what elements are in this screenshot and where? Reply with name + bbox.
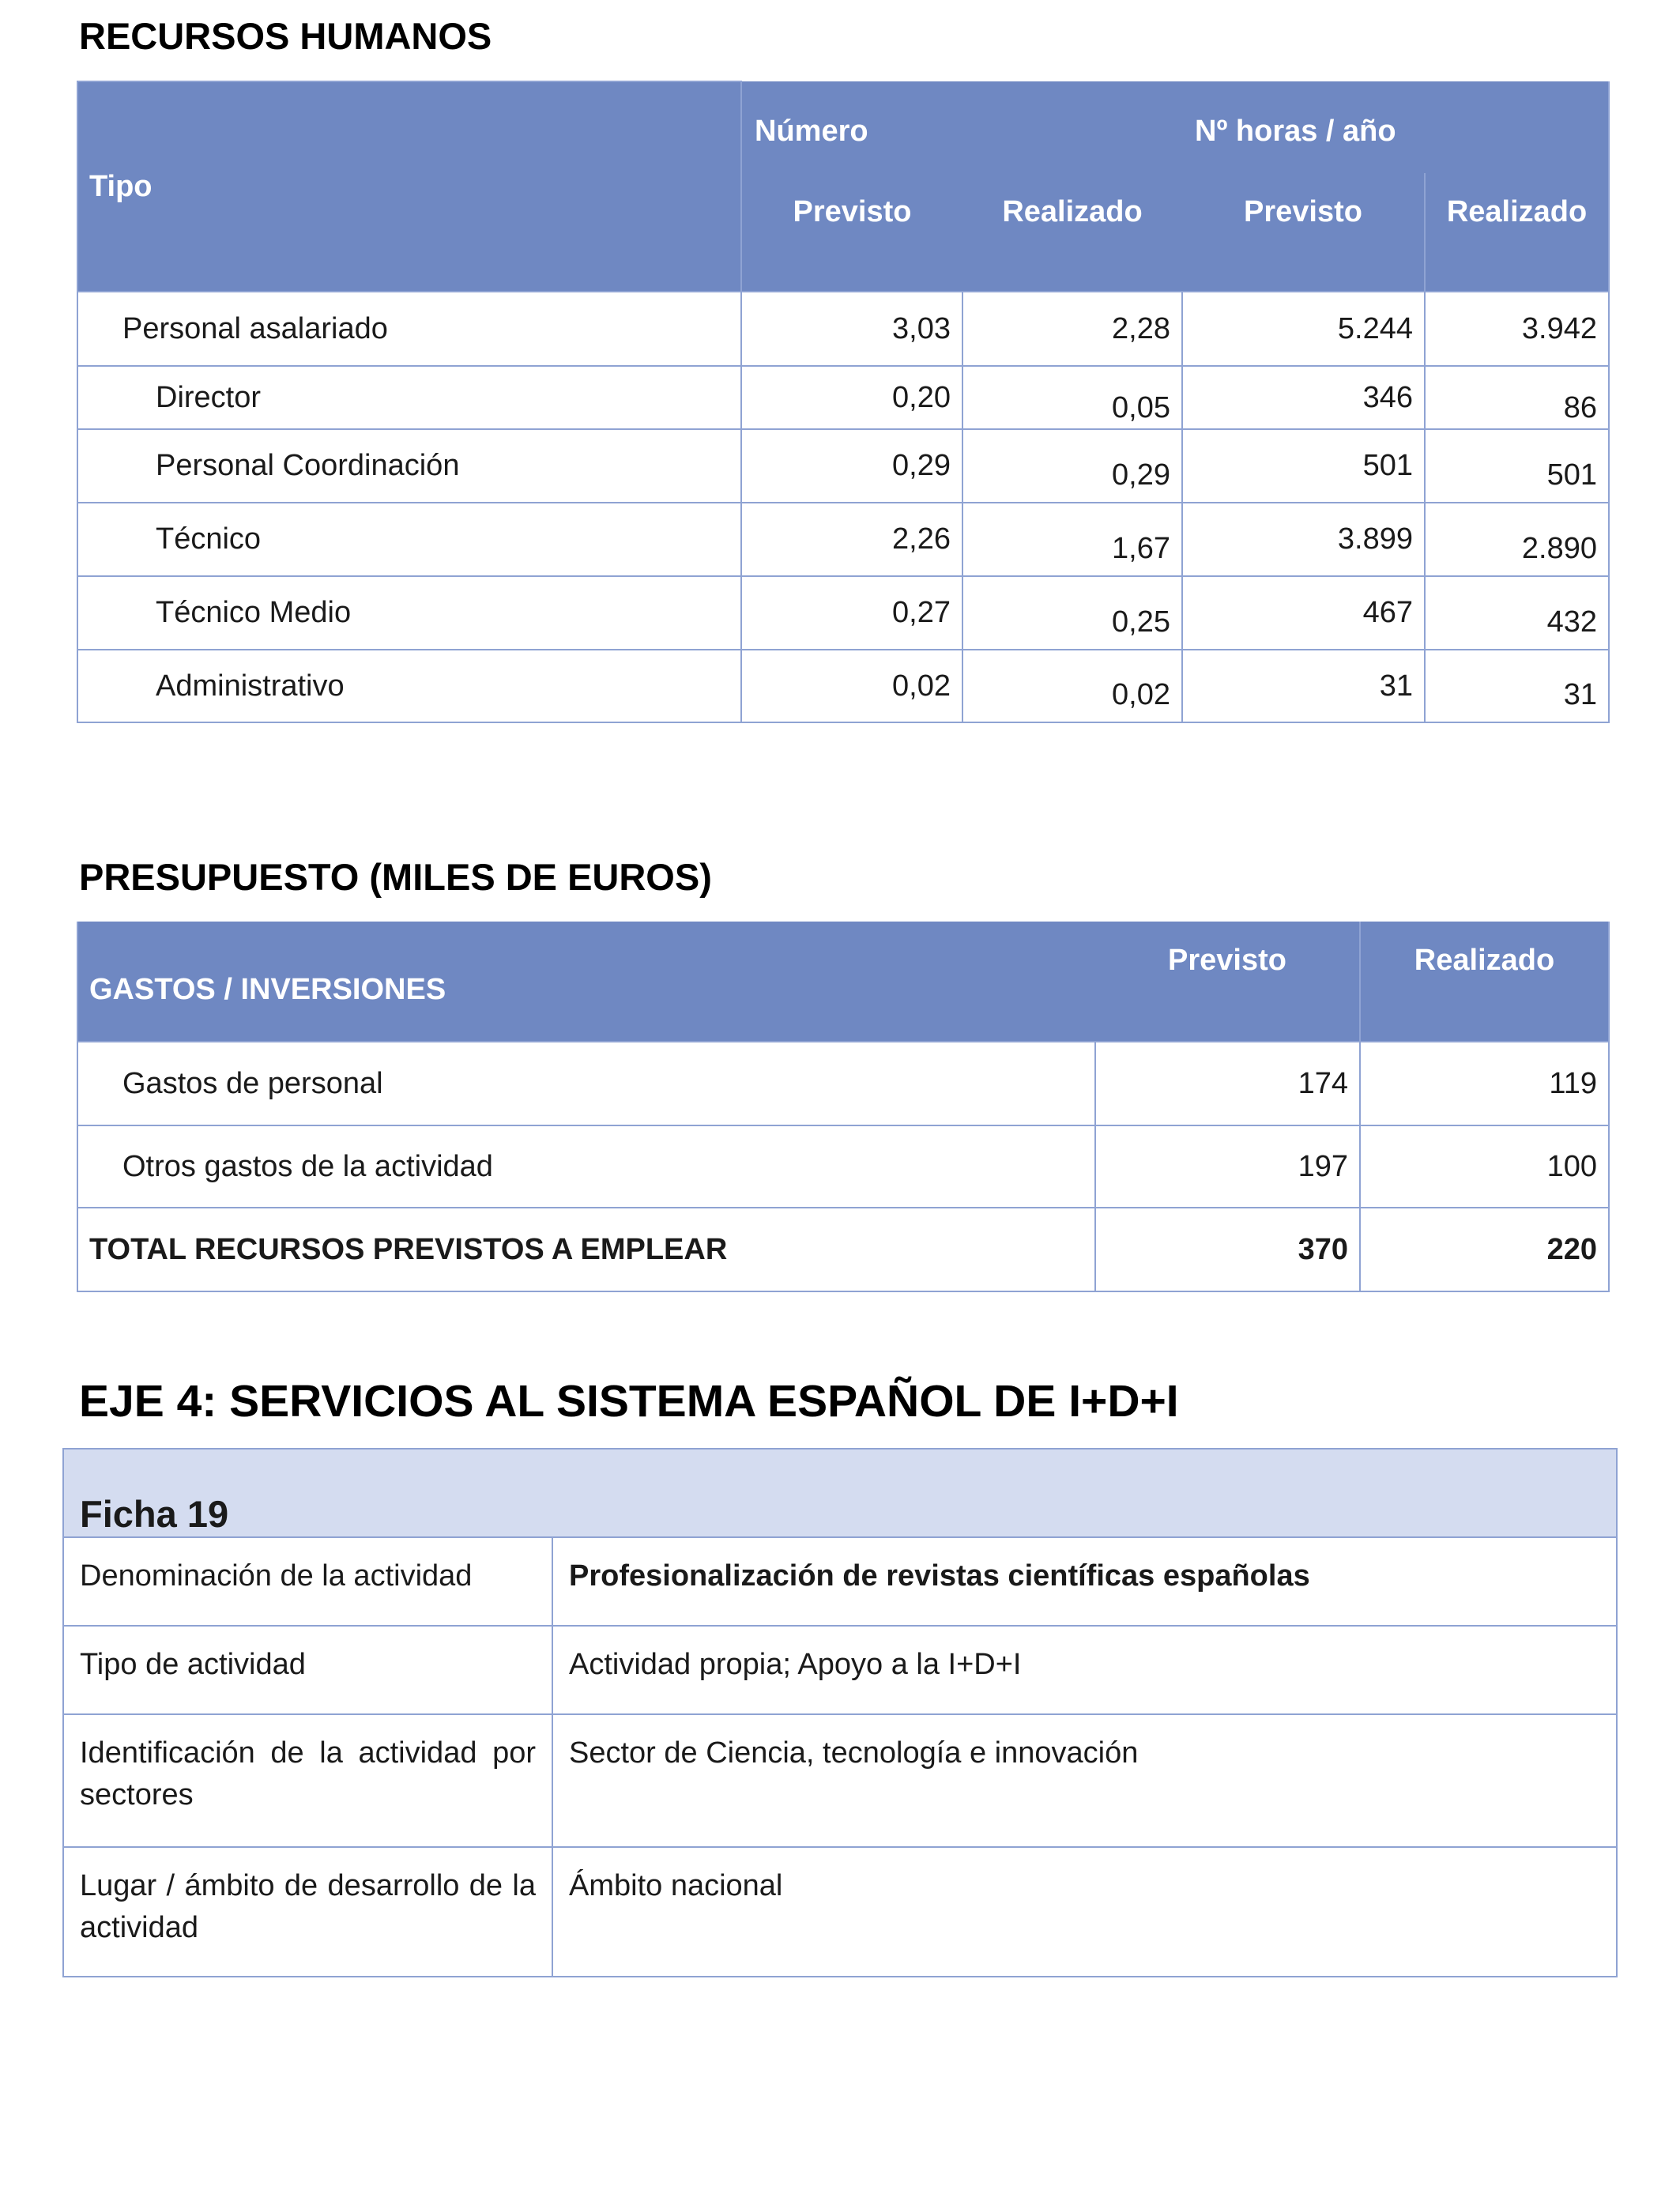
horas-previsto: 5.244: [1182, 292, 1425, 366]
table-row: [77, 292, 1609, 366]
num-previsto: 2,26: [741, 503, 962, 576]
previsto-value: 197: [1095, 1125, 1360, 1208]
num-previsto: 0,29: [741, 429, 962, 503]
table-row: [77, 650, 1609, 722]
presupuesto-table: [77, 922, 1610, 1292]
horas-previsto: 31: [1182, 650, 1425, 722]
horas-previsto: 501: [1182, 429, 1425, 503]
eje-title: EJE 4: SERVICIOS AL SISTEMA ESPAÑOL DE I+D+I: [79, 1376, 1179, 1427]
row-tipo: Técnico Medio: [77, 576, 741, 650]
header-tipo: Tipo: [77, 81, 741, 292]
row-tipo: Administrativo: [77, 650, 741, 722]
num-previsto: 0,02: [741, 650, 962, 722]
total-realizado: 220: [1360, 1208, 1609, 1291]
horas-realizado: 501: [1425, 429, 1609, 503]
header-gastos: GASTOS / INVERSIONES: [77, 922, 1095, 1042]
presupuesto-title: PRESUPUESTO (MILES DE EUROS): [79, 856, 712, 898]
horas-realizado: 3.942: [1425, 292, 1609, 366]
num-previsto: 3,03: [741, 292, 962, 366]
row-tipo: Director: [77, 366, 741, 429]
row-tipo: Técnico: [77, 503, 741, 576]
header-numero-previsto: Previsto: [741, 173, 962, 292]
recursos-humanos-table: [77, 81, 1610, 723]
recursos-humanos-title: RECURSOS HUMANOS: [79, 15, 492, 57]
table-row: [77, 429, 1609, 503]
num-realizado: 1,67: [962, 503, 1182, 576]
num-realizado: 0,05: [962, 366, 1182, 429]
header-realizado: Realizado: [1360, 922, 1609, 1042]
header-numero-realizado: Realizado: [962, 173, 1182, 292]
header-horas: Nº horas / año: [1182, 81, 1609, 173]
ficha-row: [63, 1714, 1617, 1847]
table-row: [77, 576, 1609, 650]
row-tipo: Personal asalariado: [77, 292, 741, 366]
ficha-label: Denominación de la actividad: [63, 1537, 552, 1626]
num-previsto: 0,27: [741, 576, 962, 650]
total-previsto: 370: [1095, 1208, 1360, 1291]
ficha-label: Tipo de actividad: [63, 1626, 552, 1714]
ficha-title: Ficha 19: [63, 1449, 1617, 1537]
ficha-row: [63, 1847, 1617, 1977]
row-concepto: Gastos de personal: [77, 1042, 1095, 1125]
horas-realizado: 86: [1425, 366, 1609, 429]
realizado-value: 100: [1360, 1125, 1609, 1208]
row-tipo: Personal Coordinación: [77, 429, 741, 503]
total-row: [77, 1208, 1609, 1291]
num-realizado: 2,28: [962, 292, 1182, 366]
horas-realizado: 2.890: [1425, 503, 1609, 576]
header-horas-realizado: Realizado: [1425, 173, 1609, 292]
ficha-row: [63, 1626, 1617, 1714]
ficha-value: Ámbito nacional: [552, 1847, 1617, 1977]
num-previsto: 0,20: [741, 366, 962, 429]
num-realizado: 0,29: [962, 429, 1182, 503]
ficha-value: Sector de Ciencia, tecnología e innovación: [552, 1714, 1617, 1847]
table-row: [77, 503, 1609, 576]
horas-previsto: 467: [1182, 576, 1425, 650]
ficha-value: Actividad propia; Apoyo a la I+D+I: [552, 1626, 1617, 1714]
ficha-label: Identificación de la actividad por sectores: [63, 1714, 552, 1847]
table-row: [77, 366, 1609, 429]
table-row: [77, 1125, 1609, 1208]
row-concepto: Otros gastos de la actividad: [77, 1125, 1095, 1208]
header-numero: Número: [741, 81, 1182, 173]
horas-previsto: 346: [1182, 366, 1425, 429]
ficha-value: Profesionalización de revistas científicas españolas: [552, 1537, 1617, 1626]
table-row: [77, 1042, 1609, 1125]
realizado-value: 119: [1360, 1042, 1609, 1125]
ficha-table: [62, 1448, 1618, 1977]
horas-previsto: 3.899: [1182, 503, 1425, 576]
horas-realizado: 31: [1425, 650, 1609, 722]
horas-realizado: 432: [1425, 576, 1609, 650]
previsto-value: 174: [1095, 1042, 1360, 1125]
num-realizado: 0,25: [962, 576, 1182, 650]
total-label: TOTAL RECURSOS PREVISTOS A EMPLEAR: [77, 1208, 1095, 1291]
ficha-row: [63, 1537, 1617, 1626]
ficha-label: Lugar / ámbito de desarrollo de la actividad: [63, 1847, 552, 1977]
header-previsto: Previsto: [1095, 922, 1360, 1042]
header-horas-previsto: Previsto: [1182, 173, 1425, 292]
num-realizado: 0,02: [962, 650, 1182, 722]
